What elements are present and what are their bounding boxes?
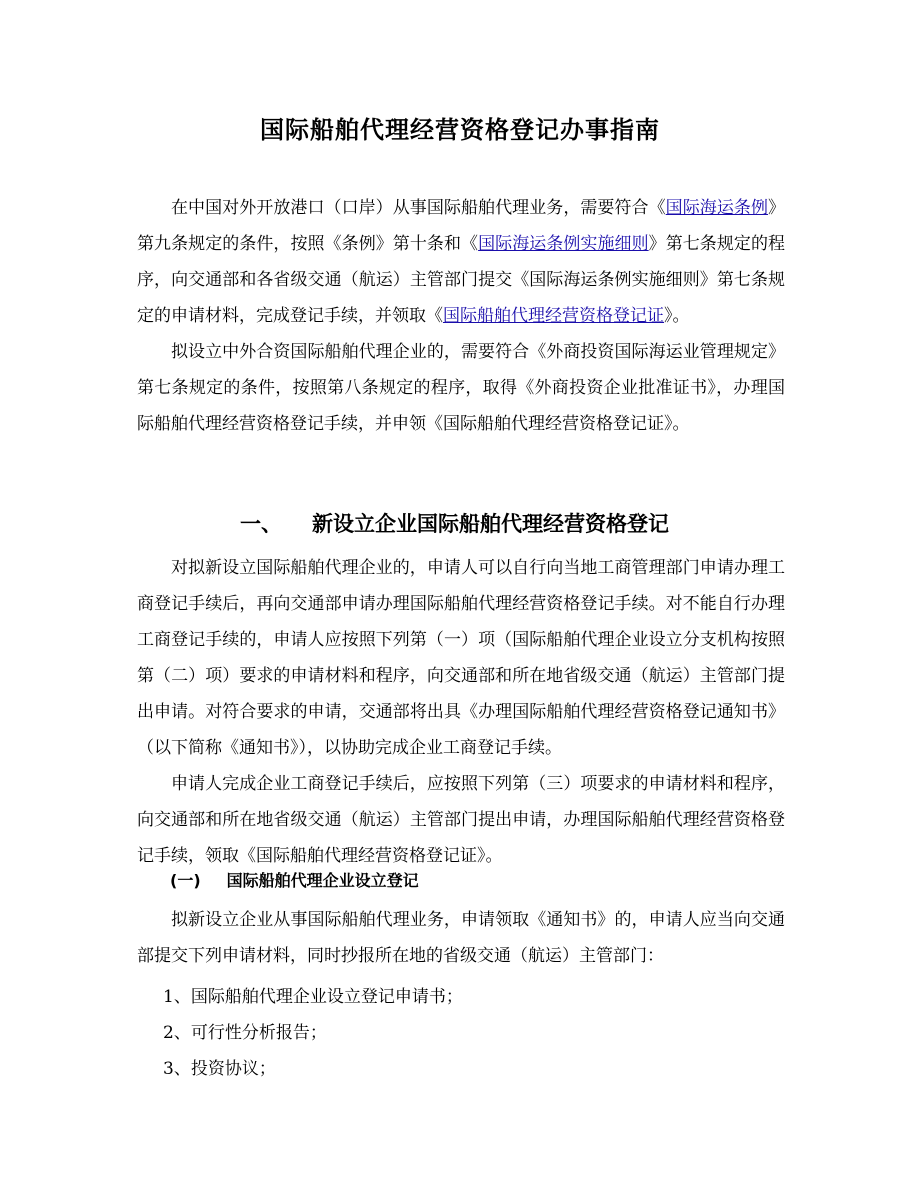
intro-paragraph-2: 拟设立中外合资国际船舶代理企业的，需要符合《外商投资国际海运业管理规定》第七条规定的条件，按照第八条规定的程序，取得《外商投资企业批准证书》，办理国际船舶代理经营资格登记手续，并申领《国际船舶代理经营资格登记证》。 [137, 342, 785, 434]
intro-text-4: 》。 [664, 306, 690, 326]
section-1-body [137, 550, 785, 874]
link-regulations-implementation-rules[interactable]: 国际海运条例实施细则 [478, 234, 649, 254]
section-1-paragraph-2: 申请人完成企业工商登记手续后，应按照下列第（三）项要求的申请材料和程序，向交通部和所在地省级交通（航运）主管部门提出申请，办理国际船舶代理经营资格登记手续，领取《国际船舶代理经营资格登记证》。 [137, 774, 785, 866]
subsection-1-number: (一) [170, 871, 201, 890]
section-1-paragraph-1: 对拟新设立国际船舶代理企业的，申请人可以自行向当地工商管理部门申请办理工商登记手续后，再向交通部申请办理国际船舶代理经营资格登记手续。对不能自行办理工商登记手续的，申请人应按照下列第（一）项（国际船舶代理企业设立分支机构按照第（二）项）要求的申请材料和程序，向交通部和所在地省级交通（航运）主管部门提出申请。对符合要求的申请，交通部将出具《办理国际船舶代理经营资格登记通知书》（以下简称《通知书》），以协助完成企业工商登记手续。 [137, 558, 785, 758]
intro-text-3: 》第七条规定的程序，向交通部和各省级交通（航运）主管部门提交《国际海运条例实施细则》第七条规定的申请材料，完成登记手续，并领取《 [137, 234, 786, 326]
section-1-title: 新设立企业国际船舶代理经营资格登记 [312, 512, 669, 536]
subsection-1-body [137, 902, 785, 974]
list-item: 2、可行性分析报告； [163, 1023, 327, 1043]
section-1-number: 一、 [240, 512, 282, 536]
section-1-heading [240, 508, 669, 538]
list-item: 3、投资协议； [163, 1059, 276, 1079]
page-title: 国际船舶代理经营资格登记办事指南 [260, 116, 660, 144]
list-item: 1、国际船舶代理企业设立登记申请书； [163, 987, 463, 1007]
subsection-1-title: 国际船舶代理企业设立登记 [226, 871, 419, 890]
intro-section [137, 190, 785, 442]
intro-text-1: 在中国对外开放港口（口岸）从事国际船舶代理业务，需要符合《 [171, 198, 666, 218]
intro-paragraph-1 [137, 190, 785, 334]
intro-text-2: 》第九条规定的条件，按照《条例》第十条和《 [137, 198, 785, 254]
subsection-1-paragraph-1: 拟新设立企业从事国际船舶代理业务，申请领取《通知书》的，申请人应当向交通部提交下列申请材料，同时抄报所在地的省级交通（航运）主管部门： [137, 910, 785, 966]
link-international-shipping-regulations[interactable]: 国际海运条例 [665, 198, 768, 218]
subsection-1-heading [170, 868, 419, 891]
link-agency-registration-certificate[interactable]: 国际船舶代理经营资格登记证 [443, 306, 664, 326]
